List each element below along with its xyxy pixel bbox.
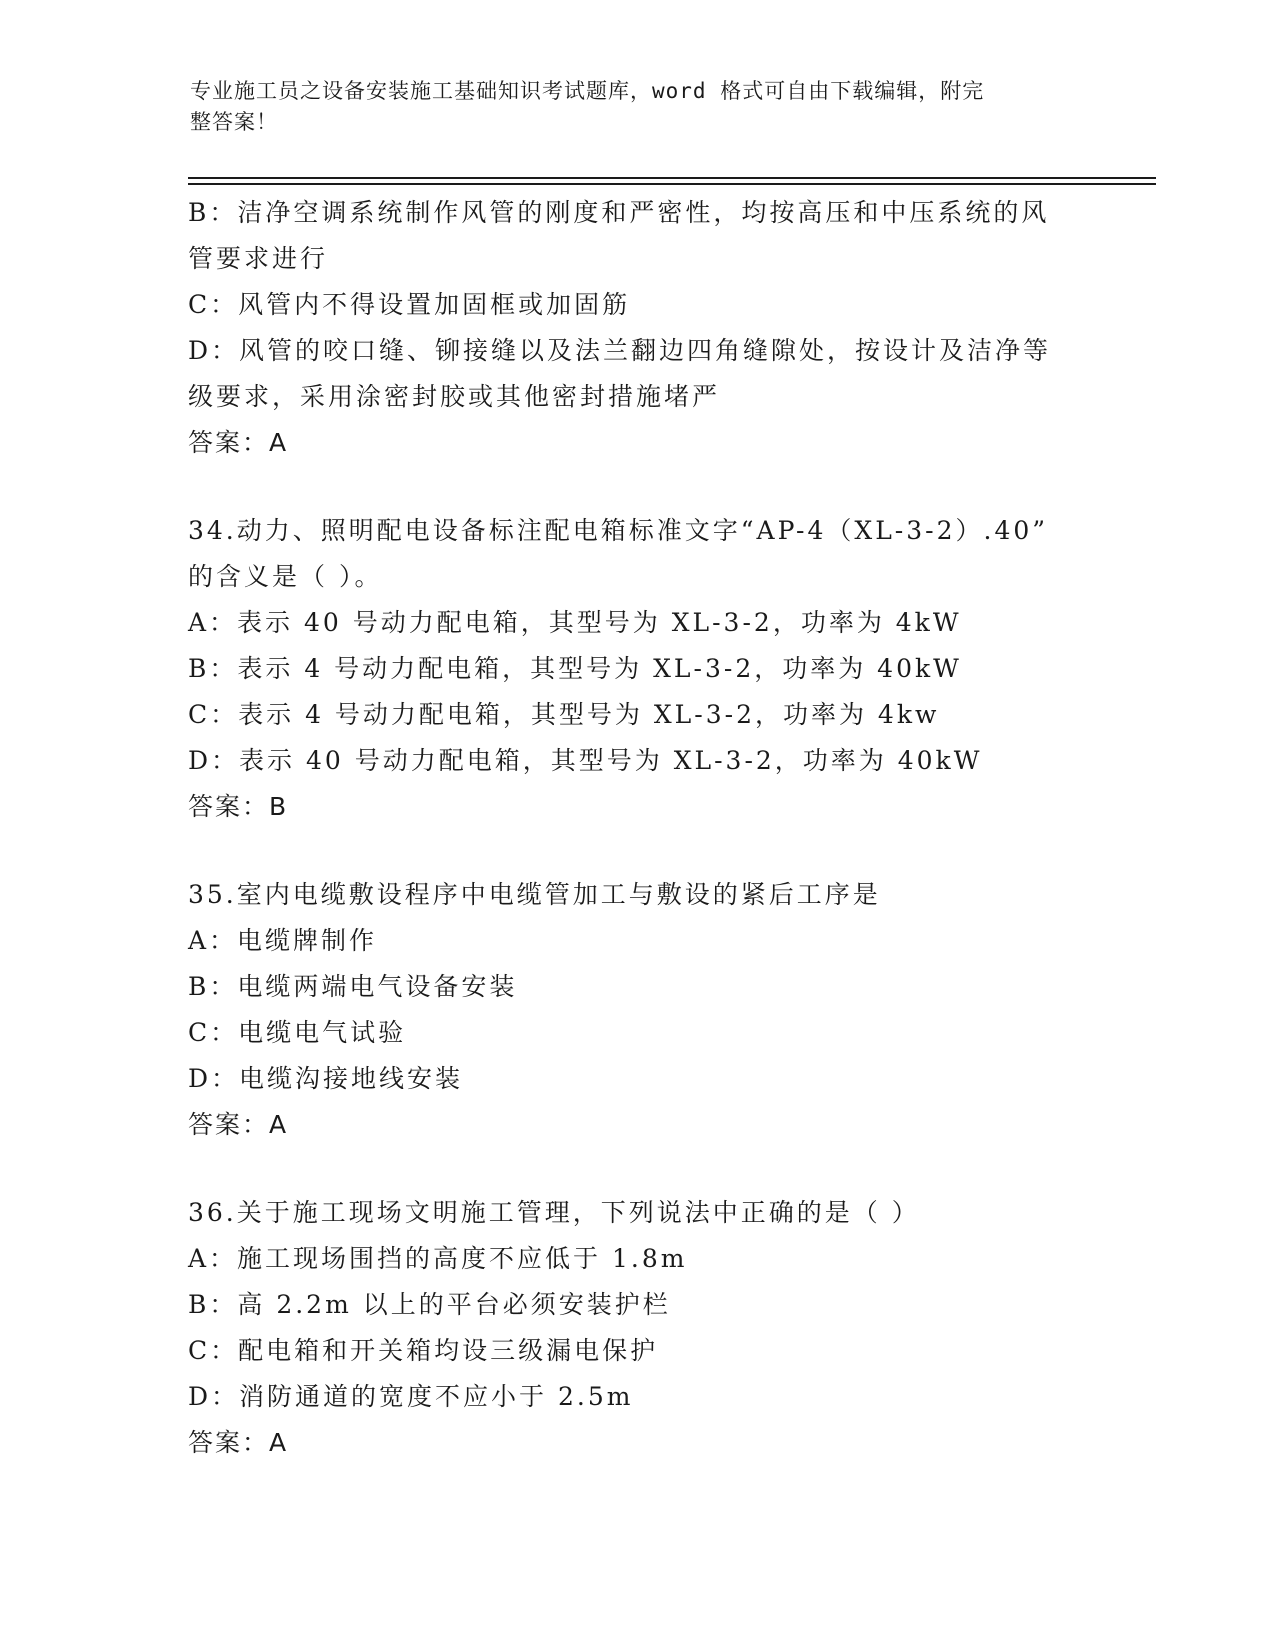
- option-a: A：施工现场围挡的高度不应低于 1.8m: [188, 1244, 688, 1273]
- question-block-33-tail: [188, 190, 1088, 466]
- answer-line: 答案：A: [188, 428, 289, 457]
- option-c: C：表示 4 号动力配电箱，其型号为 XL-3-2，功率为 4kw: [188, 700, 940, 729]
- option-c: C：配电箱和开关箱均设三级漏电保护: [188, 1336, 659, 1365]
- question-stem: 34.动力、照明配电设备标注配电箱标准文字“AP-4（XL-3-2）.40”: [188, 516, 1049, 545]
- header-line-2: 整答案！: [190, 110, 278, 134]
- question-block-34: [188, 508, 1088, 830]
- question-block-35: [188, 872, 1088, 1148]
- header-line-1: 专业施工员之设备安装施工基础知识考试题库，word 格式可自由下载编辑，附完: [190, 79, 985, 103]
- spacer: [188, 830, 1088, 872]
- question-stem: 35.室内电缆敷设程序中电缆管加工与敷设的紧后工序是: [188, 880, 881, 909]
- document-header: [190, 76, 1090, 138]
- option-d: D：消防通道的宽度不应小于 2.5m: [188, 1382, 634, 1411]
- option-d: D：表示 40 号动力配电箱，其型号为 XL-3-2，功率为 40kW: [188, 746, 983, 775]
- option-b: B：表示 4 号动力配电箱，其型号为 XL-3-2，功率为 40kW: [188, 654, 962, 683]
- option-d-continued: 级要求，采用涂密封胶或其他密封措施堵严: [188, 382, 721, 411]
- option-d: D：电缆沟接地线安装: [188, 1064, 464, 1093]
- option-d: D：风管的咬口缝、铆接缝以及法兰翻边四角缝隙处，按设计及洁净等: [188, 336, 1052, 365]
- question-stem: 36.关于施工现场文明施工管理，下列说法中正确的是（ ）: [188, 1198, 920, 1227]
- option-b: B：高 2.2m 以上的平台必须安装护栏: [188, 1290, 671, 1319]
- question-block-36: [188, 1190, 1088, 1466]
- option-b-continued: 管要求进行: [188, 244, 329, 273]
- header-divider-top: [188, 177, 1156, 179]
- question-content: [188, 190, 1088, 1466]
- option-c: C：电缆电气试验: [188, 1018, 407, 1047]
- spacer: [188, 466, 1088, 508]
- option-b: B：电缆两端电气设备安装: [188, 972, 518, 1001]
- header-divider-bottom: [188, 183, 1156, 185]
- option-a: A：表示 40 号动力配电箱，其型号为 XL-3-2，功率为 4kW: [188, 608, 962, 637]
- answer-line: 答案：B: [188, 792, 289, 821]
- option-c: C：风管内不得设置加固框或加固筋: [188, 290, 631, 319]
- spacer: [188, 1148, 1088, 1190]
- question-stem-continued: 的含义是（ ）。: [188, 562, 383, 591]
- option-b: B：洁净空调系统制作风管的刚度和严密性，均按高压和中压系统的风: [188, 198, 1050, 227]
- answer-line: 答案：A: [188, 1428, 289, 1457]
- answer-line: 答案：A: [188, 1110, 289, 1139]
- option-a: A：电缆牌制作: [188, 926, 378, 955]
